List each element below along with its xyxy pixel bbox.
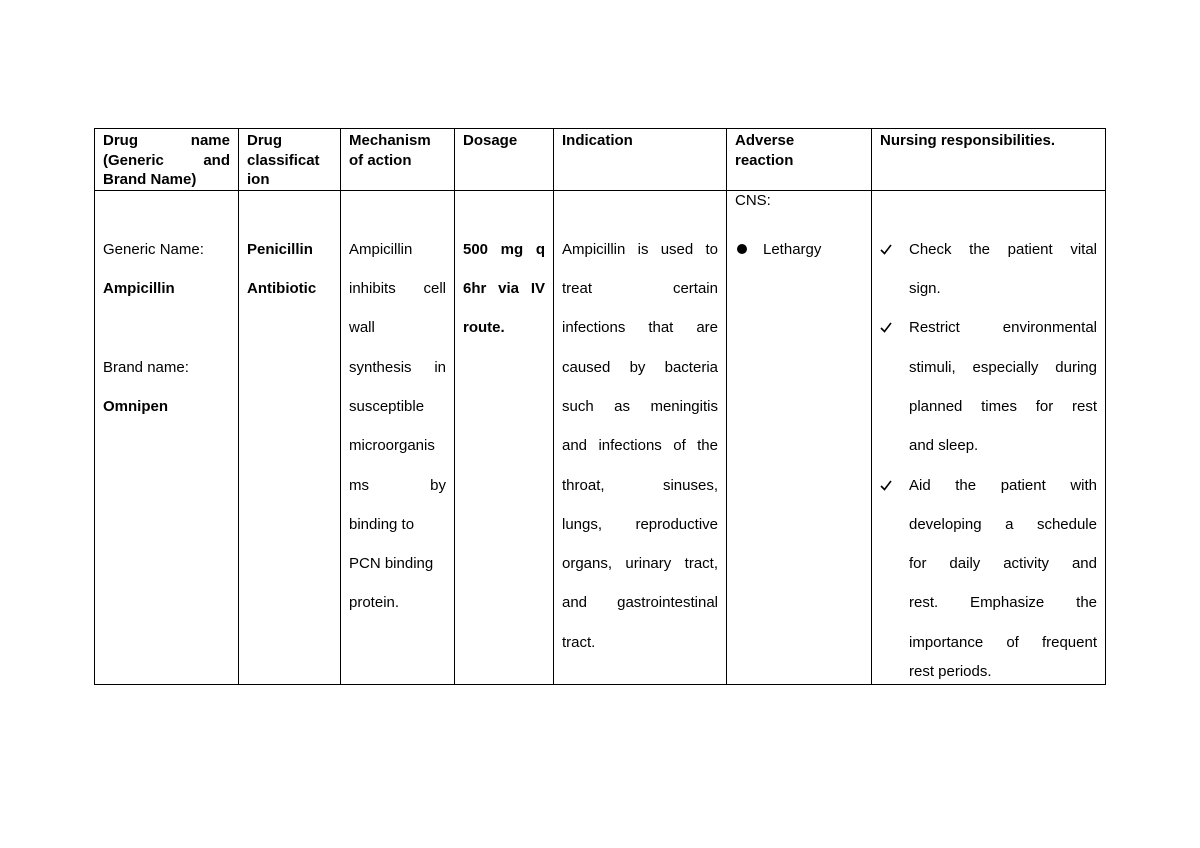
nursing-line: importance of frequent [909,633,1097,651]
drug-study-table [94,128,1106,685]
indication-line: such as meningitis [562,397,718,415]
header-line: reaction [735,151,794,169]
mechanism-line: binding to [349,515,415,533]
cell-nursing [872,190,1106,685]
header-line: classificat [247,151,320,169]
header-line: ion [247,171,270,188]
cell-drug-name [95,190,239,685]
header-line: Drug name [103,132,230,149]
mechanism-line: wall [349,319,375,337]
cell-mechanism [341,190,455,685]
nursing-line: and sleep. [909,437,979,455]
header-line: Indication [562,132,633,149]
indication-line: organs, urinary tract, [562,555,718,573]
nursing-line: stimuli, especially during [909,358,1097,376]
mechanism-line: synthesis in [349,358,446,376]
indication-line: throat, sinuses, [562,476,718,494]
nursing-line: sign. [909,280,941,298]
header-line: of action [349,151,412,169]
dosage-line: 500 mg q [463,240,545,258]
header-adverse [727,129,872,191]
indication-line: and infections of the [562,437,718,455]
classification-line: Penicillin [247,240,313,258]
header-line: Mechanism [349,132,431,149]
indication-line: tract. [562,633,596,651]
header-mechanism [341,129,455,191]
nursing-line: for daily activity and [909,555,1097,573]
header-line: Brand Name) [103,171,197,188]
nursing-line: planned times for rest [909,397,1097,415]
indication-line: treat certain [562,280,718,298]
nursing-line: rest periods. [909,663,992,681]
header-line: (Generic and [103,151,230,169]
adverse-system: CNS: [735,191,771,209]
header-classification [239,129,341,191]
brand-name-label: Brand name: [103,358,189,376]
cell-indication [554,190,727,685]
indication-line: caused by bacteria [562,358,718,376]
header-line: Dosage [463,132,518,149]
indication-line: and gastrointestinal [562,594,718,612]
indication-line: Ampicillin is used to [562,240,718,258]
nursing-line: Aid the patient with [909,476,1097,494]
header-nursing [872,129,1106,191]
adverse-item-label: Lethargy [763,240,822,258]
cell-adverse [727,190,872,685]
nursing-line: Check the patient vital [909,240,1097,258]
dosage-line: route. [463,319,505,337]
header-line: Adverse [735,132,795,149]
mechanism-line: protein. [349,594,400,612]
mechanism-line: microorganis [349,437,435,455]
mechanism-line: ms by [349,476,446,494]
header-dosage [455,129,554,191]
adverse-item [735,230,863,269]
nursing-item [880,308,1097,465]
cell-dosage [455,190,554,685]
drug-row [95,190,1106,685]
mechanism-line: inhibits cell [349,280,446,298]
header-line: Nursing responsibilities. [880,132,1056,149]
nursing-item [880,466,1097,682]
nursing-item [880,230,1097,309]
cell-classification [239,190,341,685]
mechanism-line: PCN binding [349,555,434,573]
header-line: Drug [247,132,282,149]
mechanism-line: susceptible [349,397,425,415]
generic-name-value: Ampicillin [103,280,175,298]
header-indication [554,129,727,191]
mechanism-line: Ampicillin [349,240,413,258]
dosage-line: 6hr via IV [463,280,545,298]
header-row [95,129,1106,191]
header-drug-name [95,129,239,191]
indication-line: lungs, reproductive [562,515,718,533]
bullet-icon [737,244,747,254]
nursing-line: rest. Emphasize the [909,594,1097,612]
nursing-line: Restrict environmental [909,319,1097,337]
indication-line: infections that are [562,319,718,337]
brand-name-value: Omnipen [103,397,169,415]
nursing-line: developing a schedule [909,515,1097,533]
generic-name-label: Generic Name: [103,240,204,258]
classification-line: Antibiotic [247,280,317,298]
